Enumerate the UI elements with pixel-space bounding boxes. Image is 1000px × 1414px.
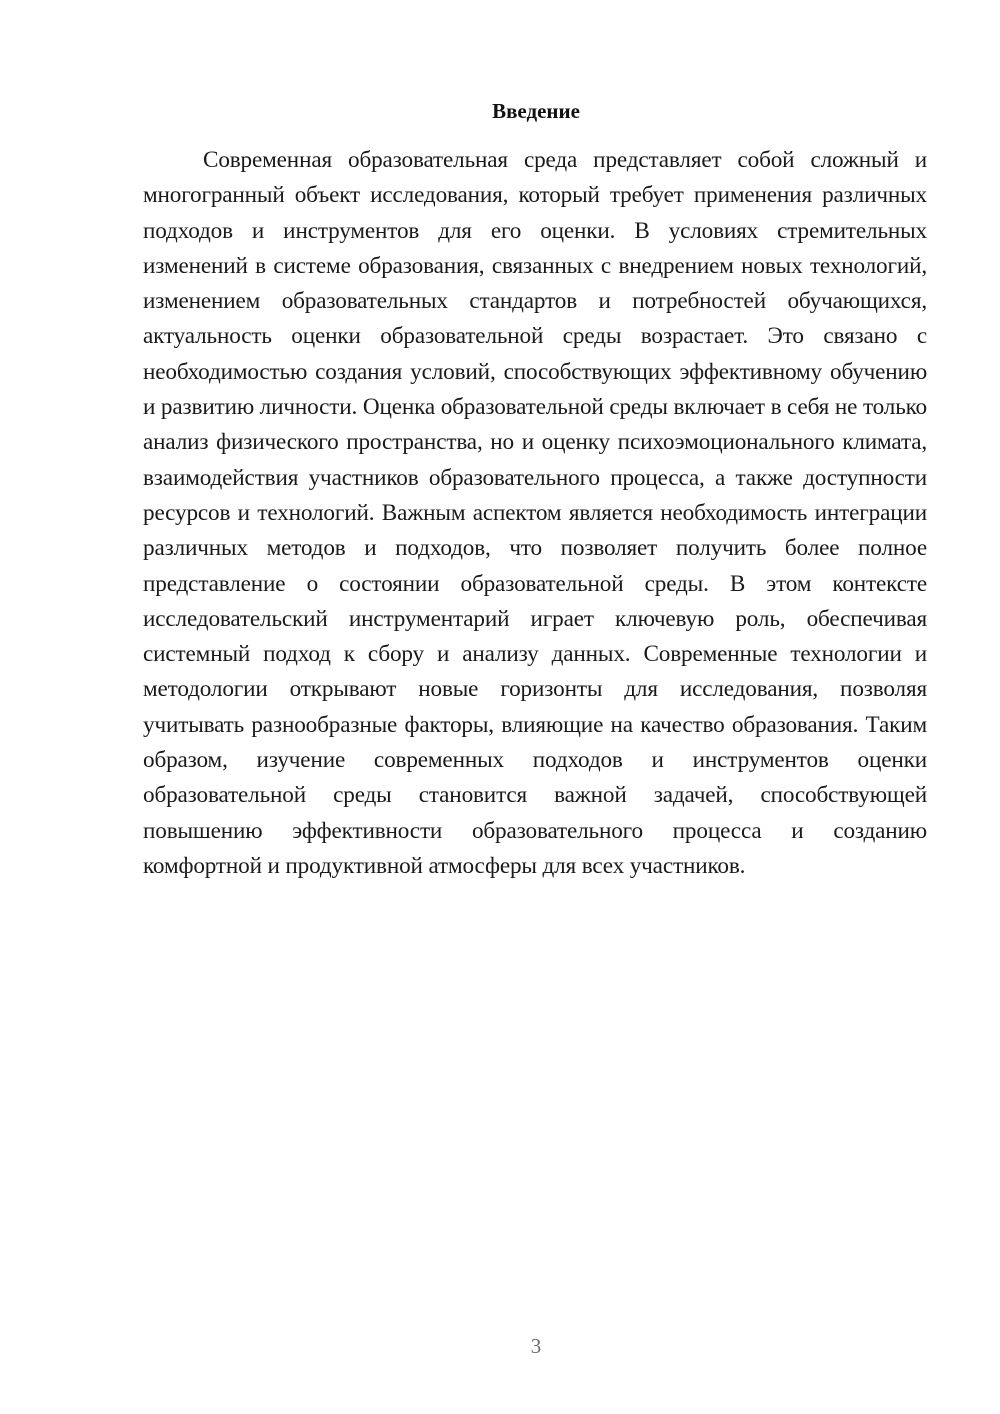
- page-number: 3: [530, 1334, 542, 1358]
- section-heading: Введение: [492, 99, 580, 123]
- body-paragraph: Современная образовательная среда представляет собой сложный и многогранный объект исследования, который требует применения различных подходов и инструментов для его оценки. В условиях стремительных изменений в системе образования, связанных с внедрением новых технологий, изменением образовательных стандартов и потребностей обучающихся, актуальность оценки образовательной среды возрастает. Это связано с необходимостью создания условий, способствующих эффективному обучению и развитию личности. Оценка образовательной среды включает в себя не только анализ физического пространства, но и оценку психоэмоционального климата, взаимодействия участников образовательного процесса, а также доступности ресурсов и технологий. Важным аспектом является необходимость интеграции различных методов и подходов, что позволяет получить более полное представление о состоянии образовательной среды. В этом контексте исследовательский инструментарий играет ключевую роль, обеспечивая системный подход к сбору и анализу данных. Современные технологии и методологии открывают новые горизонты для исследования, позволяя учитывать разнообразные факторы, влияющие на качество образования. Таким образом, изучение современных подходов и инструментов оценки образовательной среды становится важной задачей, способствующей повышению эффективности образовательного процесса и созданию комфортной и продуктивной атмосферы для всех участников.: [143, 147, 927, 879]
